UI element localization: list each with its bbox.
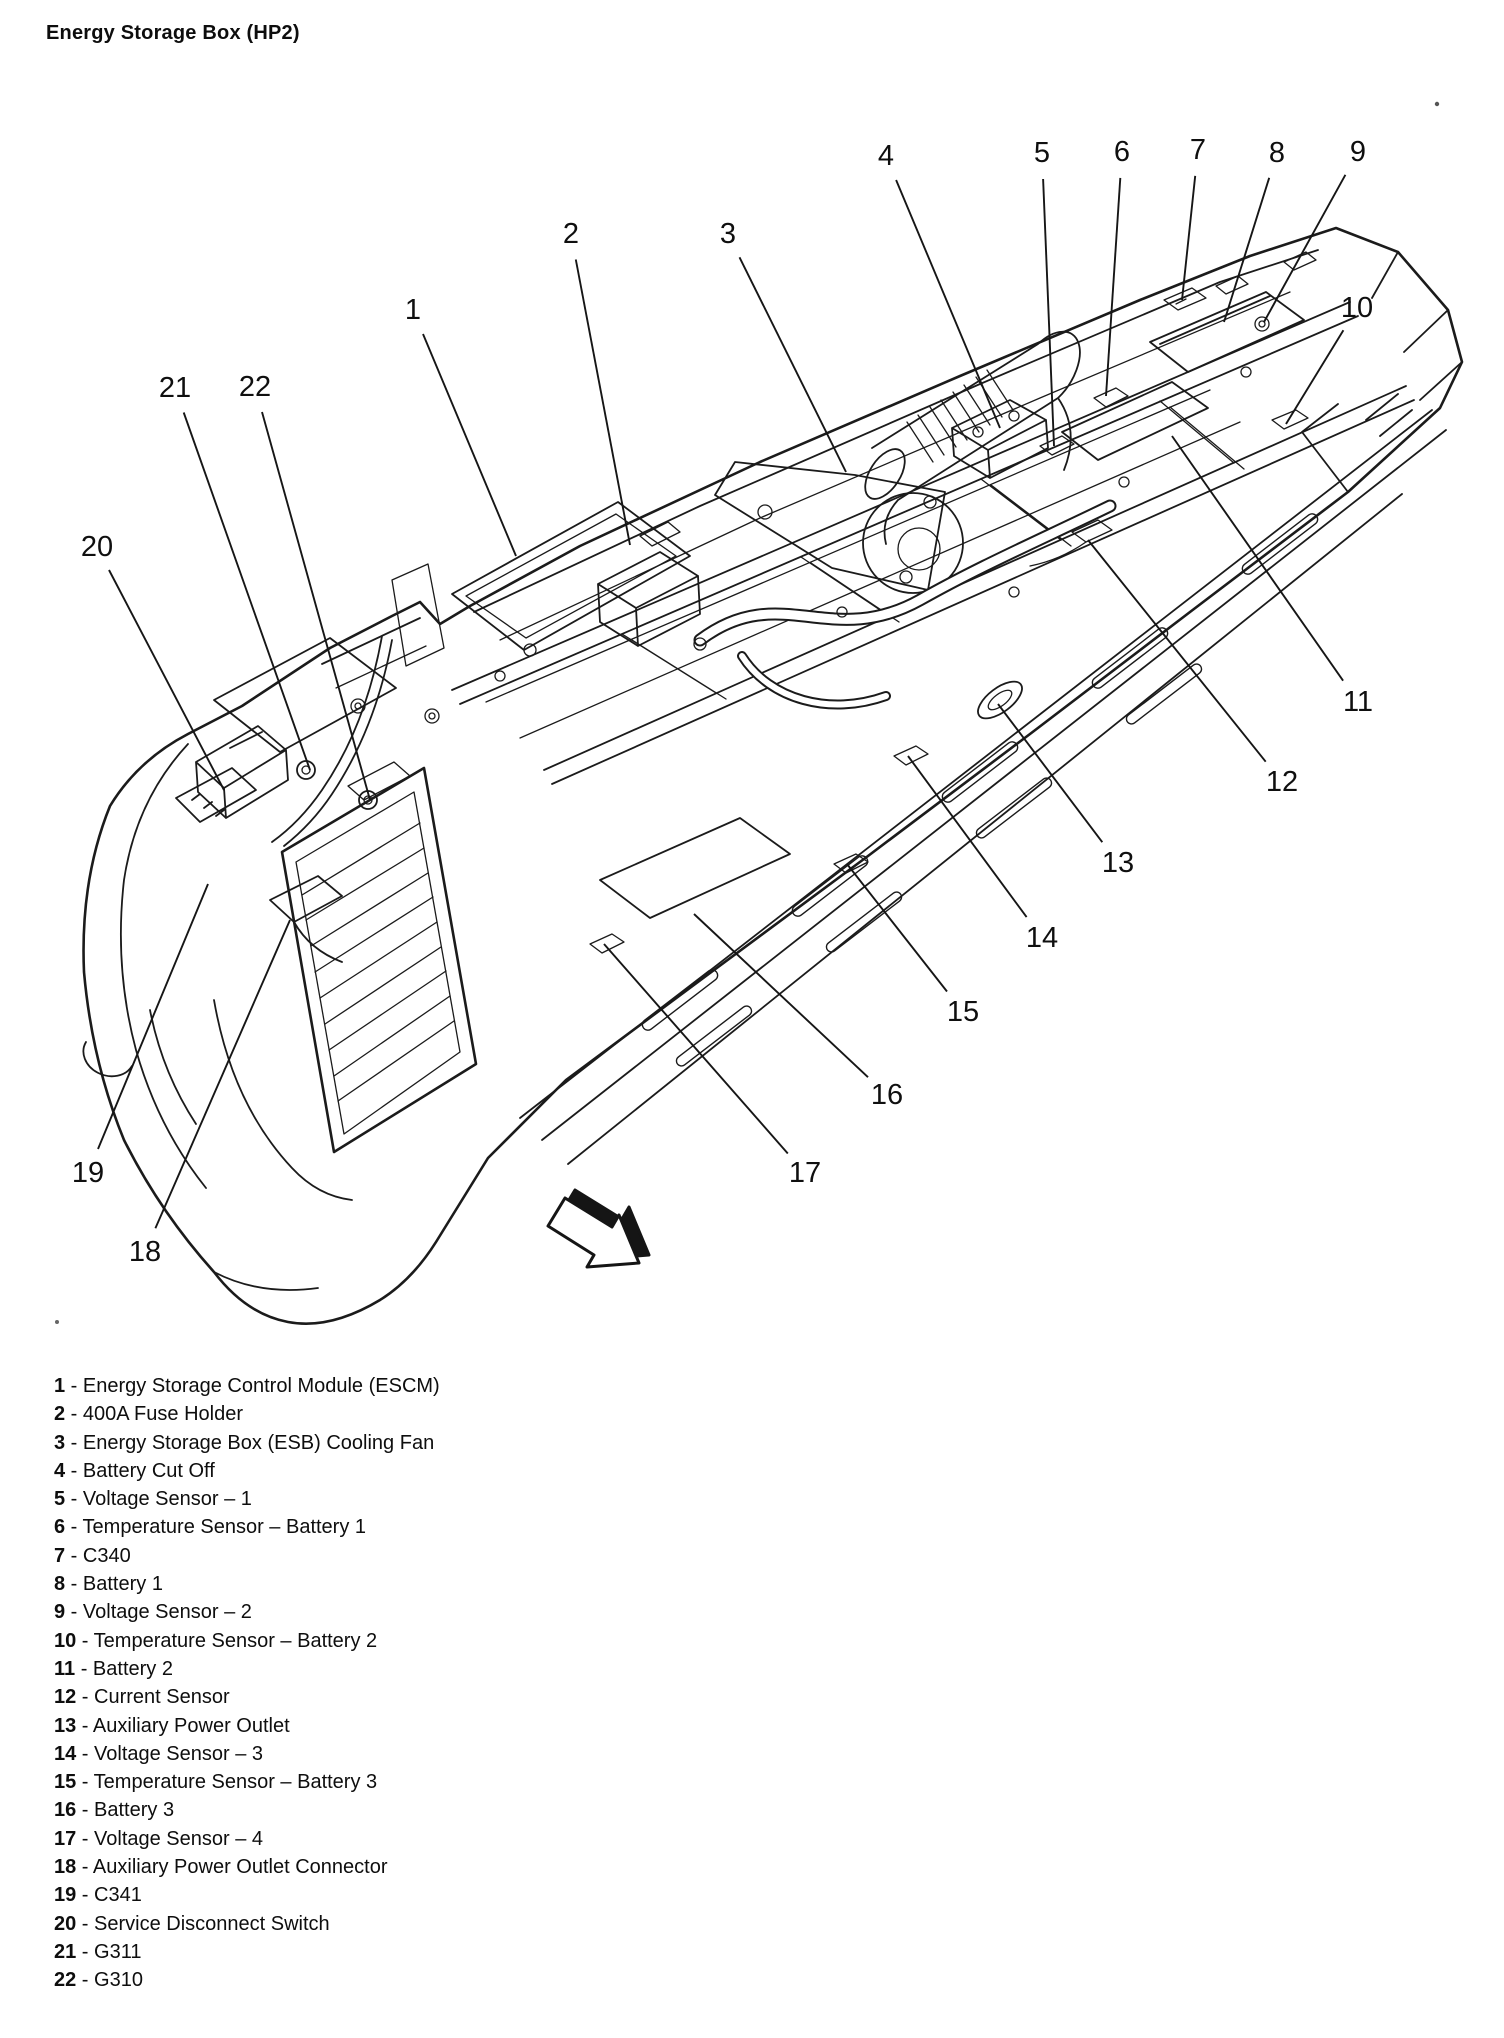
legend-item-4 — [54, 1457, 754, 1485]
legend-item-label: - Battery 2 — [75, 1657, 173, 1680]
legend-item-20 — [54, 1910, 754, 1938]
legend-item-number: 1 — [54, 1375, 66, 1397]
legend-item-label: - Voltage Sensor – 3 — [76, 1742, 264, 1765]
legend-item-number: 18 — [54, 1856, 77, 1879]
legend-item-number: 19 — [54, 1884, 77, 1907]
legend-item-label: - Voltage Sensor – 2 — [65, 1601, 252, 1624]
right-end-details — [1302, 252, 1462, 492]
vent-grille — [282, 768, 476, 1152]
callout-number-18: 18 — [128, 1236, 162, 1268]
enclosure-outline — [84, 228, 1462, 1324]
legend-item-label: - Energy Storage Box (ESB) Cooling Fan — [65, 1431, 435, 1454]
legend-item-number: 16 — [54, 1799, 77, 1822]
callout-number-13: 13 — [1101, 847, 1135, 879]
legend-item-12 — [54, 1683, 754, 1711]
legend-item-number: 13 — [54, 1714, 77, 1737]
side-vent-slots — [640, 512, 1320, 1068]
callout-leader-4 — [896, 180, 1000, 428]
legend-item-number: 10 — [54, 1629, 77, 1652]
scan-artifact-dot — [1435, 102, 1439, 106]
temperature-sensor-2 — [1272, 410, 1308, 429]
scan-artifact-dot — [55, 1320, 59, 1324]
legend-item-16 — [54, 1796, 754, 1824]
voltage-sensor-4 — [590, 934, 624, 953]
callout-leader-22 — [262, 412, 370, 800]
legend-item-label: - Battery 3 — [76, 1799, 175, 1822]
callout-number-5: 5 — [1033, 137, 1051, 169]
sensors-and-connectors — [590, 288, 1308, 953]
callout-leader-18 — [155, 920, 290, 1228]
legend-item-number: 6 — [54, 1516, 66, 1539]
legend-item-label: - Temperature Sensor – Battery 3 — [76, 1771, 378, 1794]
frame-rails — [452, 302, 1414, 784]
legend-item-number: 9 — [54, 1601, 66, 1624]
callout-number-16: 16 — [870, 1079, 904, 1111]
legend-item-label: - Battery 1 — [65, 1573, 163, 1596]
direction-arrow-icon — [548, 1190, 649, 1267]
legend-item-8 — [54, 1570, 754, 1598]
legend-item-21 — [54, 1938, 754, 1966]
legend-item-label: - Battery Cut Off — [65, 1459, 215, 1482]
enclosure-top-rim-inner — [336, 292, 1290, 688]
callout-leader-13 — [998, 704, 1102, 842]
legend-item-number: 17 — [54, 1827, 77, 1850]
legend-item-label: - G310 — [76, 1969, 143, 1992]
legend-item-label: - Auxiliary Power Outlet Connector — [76, 1856, 388, 1879]
legend-item-label: - Current Sensor — [76, 1686, 230, 1709]
enclosure-top-rim — [322, 250, 1318, 664]
callout-number-9: 9 — [1349, 136, 1367, 168]
legend-item-label: - C340 — [65, 1544, 131, 1567]
legend-item-number: 15 — [54, 1771, 77, 1794]
legend-item-6 — [54, 1513, 754, 1541]
legend-item-2 — [54, 1400, 754, 1428]
callout-number-22: 22 — [238, 371, 272, 403]
cross-struts — [622, 401, 1244, 699]
callout-leader-19 — [98, 884, 208, 1149]
callout-leader-20 — [109, 570, 224, 790]
ground-g311 — [297, 761, 315, 779]
coolant-hoses — [700, 506, 1110, 705]
callout-number-4: 4 — [877, 140, 895, 172]
callout-leader-21 — [184, 413, 310, 771]
legend-item-label: - Voltage Sensor – 1 — [65, 1488, 252, 1511]
legend-list — [54, 1372, 754, 1995]
legend-item-number: 20 — [54, 1912, 77, 1935]
callout-number-15: 15 — [946, 996, 980, 1028]
legend-item-number: 11 — [54, 1657, 76, 1680]
legend-item-label: - Voltage Sensor – 4 — [76, 1827, 264, 1850]
callout-number-8: 8 — [1268, 137, 1286, 169]
legend-item-label: - Energy Storage Control Module (ESCM) — [65, 1375, 440, 1397]
legend-item-label: - 400A Fuse Holder — [65, 1403, 243, 1426]
legend-item-number: 4 — [54, 1459, 66, 1482]
escm-module — [452, 502, 690, 650]
callout-leader-6 — [1106, 178, 1120, 396]
callout-number-7: 7 — [1189, 134, 1207, 166]
legend-item-number: 2 — [54, 1403, 66, 1426]
legend-item-number: 7 — [54, 1544, 66, 1567]
legend-item-label: - Temperature Sensor – Battery 2 — [76, 1629, 378, 1652]
legend-item-13 — [54, 1712, 754, 1740]
inner-tray-edges — [486, 390, 1240, 738]
page-title: Energy Storage Box (HP2) — [46, 22, 300, 44]
callout-number-14: 14 — [1025, 922, 1059, 954]
retaining-strap — [272, 636, 392, 846]
legend-item-7 — [54, 1542, 754, 1570]
legend-item-3 — [54, 1429, 754, 1457]
legend-item-1 — [54, 1372, 754, 1400]
legend-item-14 — [54, 1740, 754, 1768]
legend-item-label: - G311 — [76, 1940, 142, 1963]
callout-annotations — [72, 134, 1373, 1268]
callout-leader-1 — [423, 334, 516, 556]
enclosure-shell — [80, 228, 1462, 1324]
callout-number-2: 2 — [562, 218, 580, 250]
legend-item-17 — [54, 1825, 754, 1853]
legend-item-10 — [54, 1627, 754, 1655]
aux-power-outlet — [972, 675, 1028, 725]
legend-item-number: 5 — [54, 1488, 66, 1511]
callout-number-1: 1 — [404, 294, 422, 326]
legend-item-number: 21 — [54, 1940, 77, 1963]
callout-number-19: 19 — [71, 1157, 105, 1189]
callout-leader-11 — [1172, 436, 1343, 681]
voltage-sensor-3 — [894, 746, 928, 765]
callout-number-3: 3 — [719, 218, 737, 250]
callout-number-6: 6 — [1113, 136, 1131, 168]
left-connector-cluster — [176, 564, 444, 962]
voltage-sensor-2 — [1255, 317, 1269, 331]
legend-item-number: 8 — [54, 1573, 66, 1596]
legend-item-11 — [54, 1655, 754, 1683]
legend-item-label: - C341 — [76, 1884, 142, 1907]
legend-item-9 — [54, 1598, 754, 1626]
legend-item-18 — [54, 1853, 754, 1881]
callout-leader-16 — [694, 914, 868, 1077]
callout-number-17: 17 — [788, 1157, 822, 1189]
battery-3 — [600, 818, 790, 918]
vent-grille-slats — [302, 823, 454, 1101]
legend-item-5 — [54, 1485, 754, 1513]
callout-number-10: 10 — [1340, 292, 1374, 324]
callout-number-20: 20 — [80, 531, 114, 563]
callout-leader-2 — [576, 260, 630, 546]
callout-number-21: 21 — [158, 372, 192, 404]
legend-item-number: 22 — [54, 1969, 77, 1992]
legend-item-label: - Auxiliary Power Outlet — [76, 1714, 290, 1737]
legend-item-22 — [54, 1966, 754, 1994]
callout-number-12: 12 — [1265, 766, 1299, 798]
legend-item-number: 12 — [54, 1686, 77, 1709]
legend-item-label: - Service Disconnect Switch — [76, 1912, 330, 1935]
legend-item-number: 3 — [54, 1431, 66, 1454]
legend-item-19 — [54, 1881, 754, 1909]
callout-number-11: 11 — [1342, 686, 1374, 718]
legend-item-label: - Temperature Sensor – Battery 1 — [65, 1516, 367, 1539]
legend-item-number: 14 — [54, 1742, 77, 1765]
legend-item-15 — [54, 1768, 754, 1796]
callout-leader-3 — [740, 257, 847, 472]
